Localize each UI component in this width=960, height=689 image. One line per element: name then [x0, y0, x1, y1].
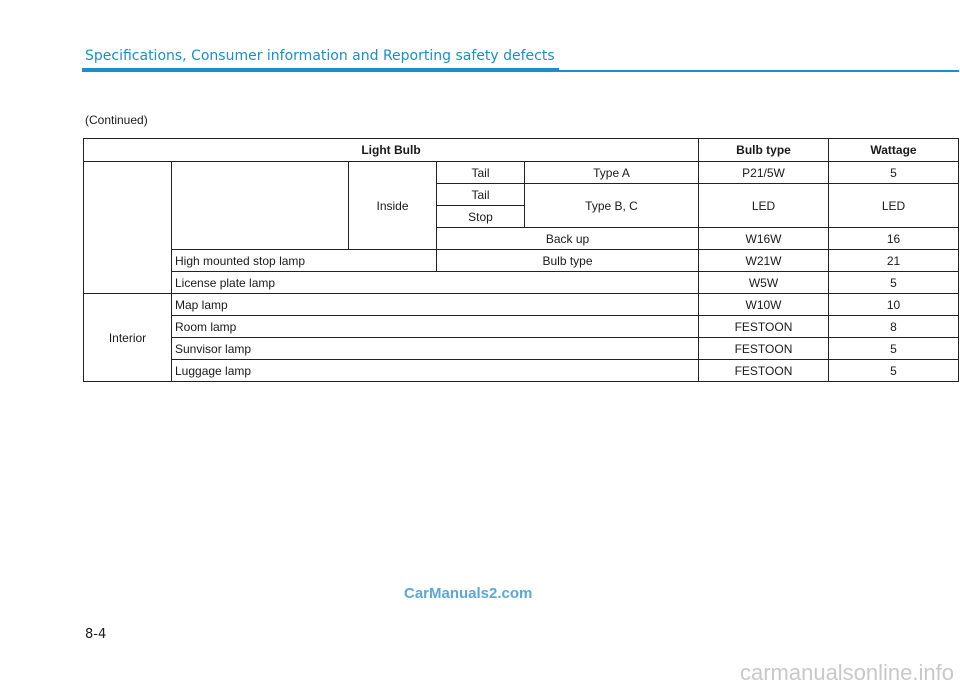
bulb-type-cell: W21W	[699, 250, 829, 272]
bulb-type-cell: FESTOON	[699, 316, 829, 338]
bulb-type-cell: P21/5W	[699, 162, 829, 184]
bulb-type-cell: LED	[699, 184, 829, 228]
wattage-cell: 5	[829, 360, 959, 382]
lamp-group-cell	[172, 162, 349, 250]
wattage-cell: 16	[829, 228, 959, 250]
header-bulb-type: Bulb type	[699, 139, 829, 162]
lamp-name: Luggage lamp	[172, 360, 699, 382]
lamp-name: License plate lamp	[172, 272, 699, 294]
table-row	[84, 250, 959, 272]
header-wattage: Wattage	[829, 139, 959, 162]
watermark-link[interactable]: CarManuals2.com	[404, 585, 533, 602]
lamp-type: Type B, C	[525, 184, 699, 228]
lamp-type: Bulb type	[437, 250, 699, 272]
page-number: 8-4	[85, 627, 107, 642]
lamp-type: Type A	[525, 162, 699, 184]
interior-label: Interior	[84, 294, 172, 382]
bulb-type-cell: FESTOON	[699, 360, 829, 382]
header-light-bulb: Light Bulb	[84, 139, 699, 162]
continued-label: (Continued)	[85, 113, 148, 127]
wattage-cell: 8	[829, 316, 959, 338]
lamp-name: Sunvisor lamp	[172, 338, 699, 360]
lamp-name: Map lamp	[172, 294, 699, 316]
table-row	[84, 316, 959, 338]
bulb-type-cell: W5W	[699, 272, 829, 294]
bulb-type-cell: W16W	[699, 228, 829, 250]
exterior-group-cell	[84, 162, 172, 294]
lamp-name: Tail	[437, 184, 525, 206]
wattage-cell: 5	[829, 162, 959, 184]
section-title: Specifications, Consumer information and Reporting safety defects	[85, 48, 555, 64]
inside-label: Inside	[349, 162, 437, 250]
bulb-type-cell: W10W	[699, 294, 829, 316]
table-row	[84, 338, 959, 360]
table-row	[84, 272, 959, 294]
lamp-name: High mounted stop lamp	[172, 250, 437, 272]
lamp-name: Tail	[437, 162, 525, 184]
bulb-type-cell: FESTOON	[699, 338, 829, 360]
table-header-row	[84, 139, 959, 162]
wattage-cell: 5	[829, 272, 959, 294]
table-row	[84, 162, 959, 184]
wattage-cell: 5	[829, 338, 959, 360]
section-title-underline	[82, 68, 559, 72]
lamp-name: Back up	[437, 228, 699, 250]
watermark-corner: carmanualsonline.info	[739, 660, 954, 685]
wattage-cell: LED	[829, 184, 959, 228]
header-rule	[559, 70, 959, 72]
wattage-cell: 10	[829, 294, 959, 316]
lamp-name: Stop	[437, 206, 525, 228]
table-row	[84, 360, 959, 382]
table-row	[84, 294, 959, 316]
lamp-name: Room lamp	[172, 316, 699, 338]
bulb-spec-table	[83, 138, 959, 382]
wattage-cell: 21	[829, 250, 959, 272]
